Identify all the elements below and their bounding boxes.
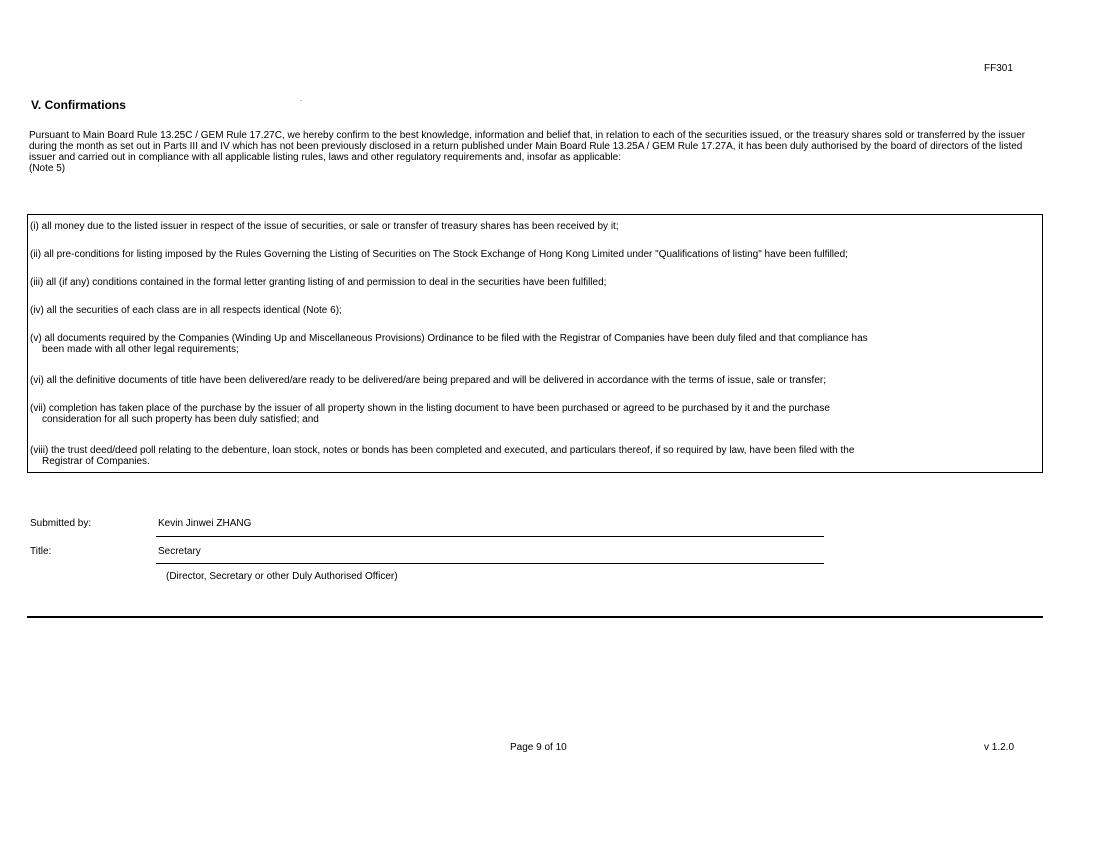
confirmation-item-i [30,221,1030,232]
confirmation-continuation: consideration for all such property has been duly satisfied; and [42,414,319,425]
confirmation-item-viii [30,445,1030,467]
submitted-by-label: Submitted by: [30,518,92,529]
title-hint: (Director, Secretary or other Duly Authorised Officer) [166,571,398,582]
confirmation-text: (ii) all pre-conditions for listing imposed by the Rules Governing the Listing of Securities on The Stock Exchange of Hong Kong Limited under "Qualifications of listing" have been fulfilled; [30,249,848,260]
submitted-by-value: Kevin Jinwei ZHANG [158,518,252,529]
bottom-rule [27,616,1043,618]
section-title: V. Confirmations [31,98,126,112]
title-underline [156,563,824,564]
confirmation-text: (i) all money due to the listed issuer in respect of the issue of securities, or sale or transfer of treasury shares has been received by it; [30,221,619,232]
intro-paragraph [29,130,1041,174]
confirmation-item-v [30,333,1030,355]
confirmation-item-ii [30,249,1030,260]
confirmation-text: (v) all documents required by the Companies (Winding Up and Miscellaneous Provisions) Ordinance to be filed with the Registrar of Companies have been duly filed and that compliance has [30,333,868,344]
confirmation-text: (viii) the trust deed/deed poll relating to the debenture, loan stock, notes or bonds has been completed and executed, and particulars thereof, if so required by law, have been filed with the [30,445,855,456]
confirmation-item-vi [30,375,1030,386]
title-value: Secretary [158,546,201,557]
confirmation-text: (vi) all the definitive documents of title have been delivered/are ready to be delivered/are being prepared and will be delivered in accordance with the terms of issue, sale or transfer; [30,375,826,386]
confirmation-text: (iii) all (if any) conditions contained in the formal letter granting listing of and permission to deal in the securities have been fulfilled; [30,277,607,288]
intro-text: Pursuant to Main Board Rule 13.25C / GEM Rule 17.27C, we hereby confirm to the best knowledge, information and belief that, in relation to each of the securities issued, or the treasury shares sold or transferred by the issuer during the month as set out in Parts III and IV which has not been previously disclosed in a return published under Main Board Rule 13.25A / GEM Rule 17.27A, it has been duly authorised by the board of directors of the listed issuer and carried out in compliance with all applicable listing rules, laws and other regulatory requirements and, insofar as applicable: [29,130,1026,163]
title-label: Title: [30,546,52,557]
confirmation-text: (iv) all the securities of each class are in all respects identical (Note 6); [30,305,342,316]
confirmations-box [27,214,1043,473]
confirmation-continuation: Registrar of Companies. [42,456,150,467]
confirmation-item-iv [30,305,1030,316]
form-code: FF301 [984,63,1013,74]
version-label: v 1.2.0 [984,742,1015,753]
page-number: Page 9 of 10 [510,742,567,753]
confirmation-continuation: been made with all other legal requirements; [42,344,239,355]
intro-note: (Note 5) [29,163,66,174]
stray-dot: . [300,96,302,103]
confirmation-item-iii [30,277,1030,288]
submitted-by-underline [156,536,824,537]
confirmation-item-vii [30,403,1030,425]
confirmation-text: (vii) completion has taken place of the purchase by the issuer of all property shown in the listing document to have been purchased or agreed to be purchased by it and the purchase [30,403,830,414]
